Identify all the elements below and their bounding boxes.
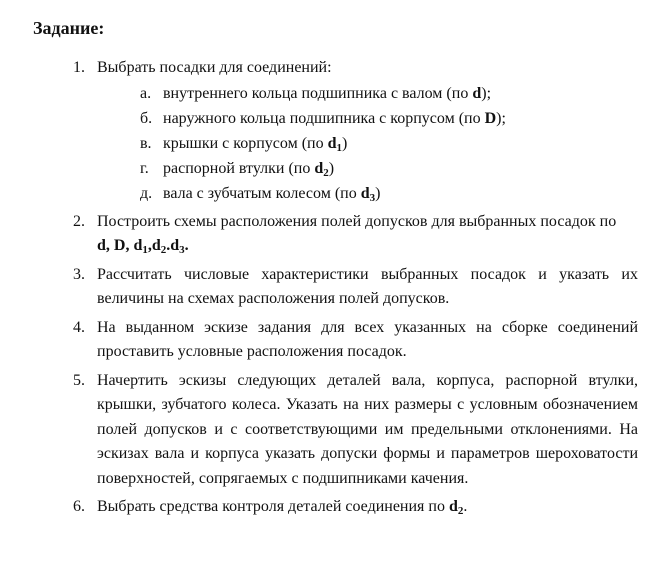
item-text: Рассчитать числовые характеристики выбранных посадок и указать их величины на схемах расположения полей допусков. (97, 265, 638, 307)
item-text: На выданном эскизе задания для всех указанных на сборке соединений проставить условные расположения посадок. (97, 318, 638, 360)
item-number: 4. (73, 318, 85, 336)
sub-item-letter: б. (140, 109, 153, 127)
item-text: Начертить эскизы следующих деталей вала, корпуса, распорной втулки, крышки, зубчатого колеса. Указать на них размеры с условным обозначением полей допусков и с соответствующими им предельными отклонениями. На эскизах вала и корпуса указать допуски формы и параметров шероховатости поверхностей, сопрягаемых с подшипниками качения. (97, 371, 638, 487)
list-item (0, 495, 666, 520)
sub-item-text: крышки с корпусом (по $d_1$) (163, 134, 348, 154)
sub-item (0, 106, 666, 131)
list-item (0, 316, 666, 365)
item-number: 2. (73, 212, 85, 230)
item-number: 3. (73, 265, 85, 283)
item-number: 6. (73, 498, 85, 515)
sub-item-text: вала с зубчатым колесом (по $d_3$) (163, 184, 381, 204)
sub-item (0, 156, 666, 181)
sub-item-letter: д. (140, 184, 153, 202)
sub-item (0, 181, 666, 206)
task-list (0, 56, 666, 520)
list-item (0, 369, 666, 492)
sub-item-text: распорной втулки (по $d_2$) (163, 159, 335, 179)
task-title: Задание: (33, 18, 105, 38)
item-number: 1. (73, 59, 85, 76)
list-item (0, 263, 666, 312)
sub-item-letter: в. (140, 134, 152, 152)
item-text: Выбрать посадки для соединений: (97, 59, 332, 76)
item-text: Построить схемы расположения полей допусков для выбранных посадок по d, D, $d_1,d_2.d_3$. (97, 212, 617, 256)
sub-item-text: наружного кольца подшипника с корпусом (по D); (163, 109, 506, 127)
sub-item-letter: г. (140, 159, 149, 177)
sub-item-text: внутреннего кольца подшипника с валом (по d); (163, 84, 492, 102)
sub-item-letter: а. (140, 84, 152, 102)
sub-item (0, 81, 666, 106)
list-item (0, 56, 666, 81)
item-number: 5. (73, 371, 85, 389)
item-text: Выбрать средства контроля деталей соединения по $d_2$. (97, 498, 468, 517)
sub-item (0, 131, 666, 156)
list-item (0, 210, 666, 259)
